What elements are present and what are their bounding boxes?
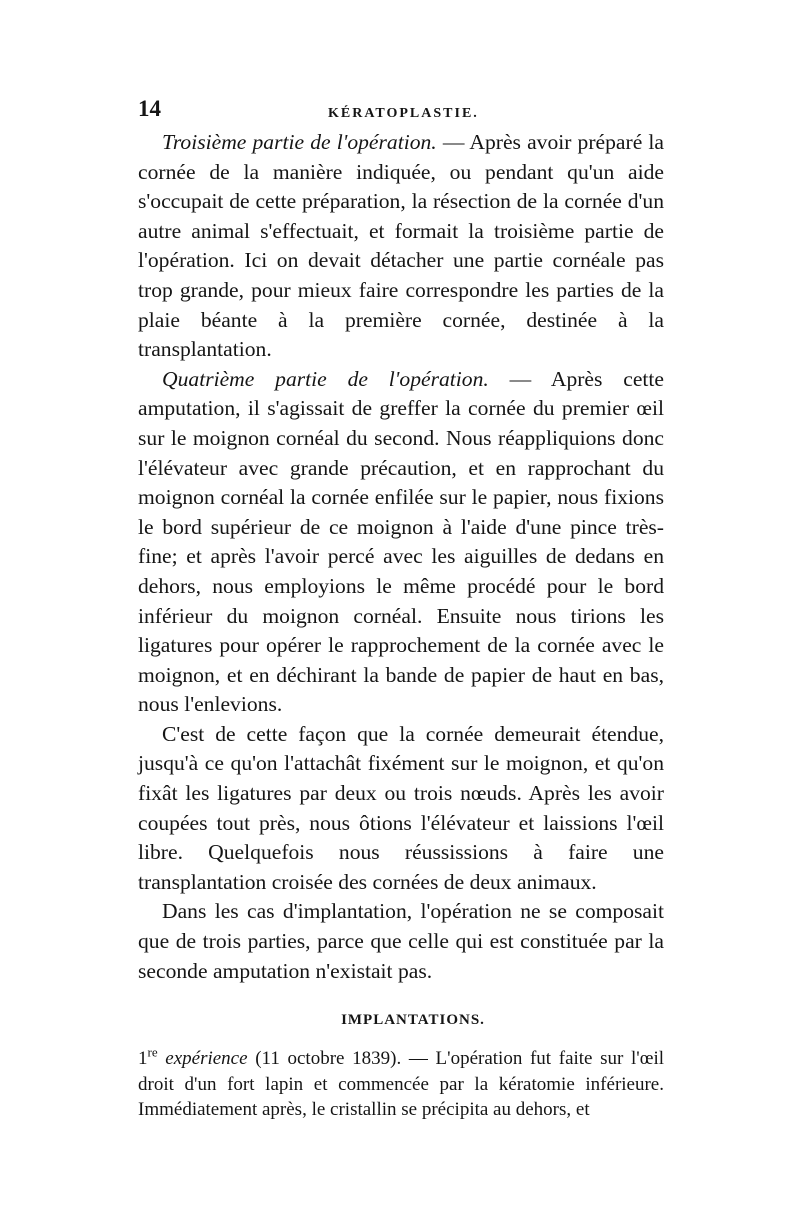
paragraph-implantation <box>138 897 664 986</box>
experiment-text: — L'opération fut faite sur l'œil droit d'un fort lapin et commencée par la kératomie inférieure. Immédiatement après, le cristallin se précipita au dehors, et <box>138 1048 665 1121</box>
book-page <box>138 96 664 1123</box>
paragraph-text: — Après cette amputation, il s'agissait de greffer la cornée du premier œil sur le moignon cornéal du second. Nous réappliquions donc l'élévateur avec grande précaution, et en rapprochant du moignon cornéal la cornée enfilée sur le papier, nous fixions le bord supérieur de ce moignon à l'aide d'une pince très-fine; et après l'avoir percé avec les aiguilles de dedans en dehors, nous employions le même procédé pour le bord inférieur du moignon cornéal. Ensuite nous tirions les ligatures pour opérer le rapprochement de la cornée avec le moignon, et en déchirant la bande de papier de haut en bas, nous l'enlevions. <box>138 366 665 717</box>
experiment-label: expérience <box>165 1048 248 1070</box>
running-head <box>138 96 664 126</box>
paragraph-lead: Quatrième partie de l'opération. <box>162 366 489 391</box>
paragraph-text: C'est de cette façon que la cornée demeurait étendue, jusqu'à ce qu'on l'attachât fixément sur le moignon, et qu'on fixât les ligatures par deux ou trois nœuds. Après les avoir coupées tout près, nous ôtions l'élévateur et laissions l'œil libre. Quelquefois nous réussissions à faire une transplantation croisée des cornées de deux animaux. <box>138 721 664 894</box>
paragraph-lead: Troisième partie de l'opération. <box>162 130 437 154</box>
paragraph-fourth-part <box>138 365 664 720</box>
experiment-date: (11 octobre 1839). <box>247 1048 409 1070</box>
section-title: IMPLANTATIONS. <box>341 1012 485 1029</box>
paragraph-third-part <box>138 128 664 365</box>
experiment-number: 1 <box>138 1048 148 1070</box>
paragraph-text: — Après avoir préparé la cornée de la manière indiquée, ou pendant qu'un aide s'occupait de cette préparation, la résection de la cornée d'un autre animal s'effectuait, et formait la troisième partie de l'opération. Ici on devait détacher une partie cornéale pas trop grande, pour mieux faire correspondre les parties de la plaie béante à la première cornée, destinée à la transplantation. <box>138 130 664 362</box>
paragraph-cornea-extended <box>138 720 664 898</box>
page-number: 14 <box>138 96 161 121</box>
experiment-ordinal: re <box>147 1044 158 1060</box>
running-title: KÉRATOPLASTIE. <box>328 106 479 121</box>
paragraph-experiment-1 <box>138 1046 664 1123</box>
paragraph-text: Dans les cas d'implantation, l'opération ne se composait que de trois parties, parce que celle qui est constituée par la seconde amputation n'existait pas. <box>138 899 664 983</box>
